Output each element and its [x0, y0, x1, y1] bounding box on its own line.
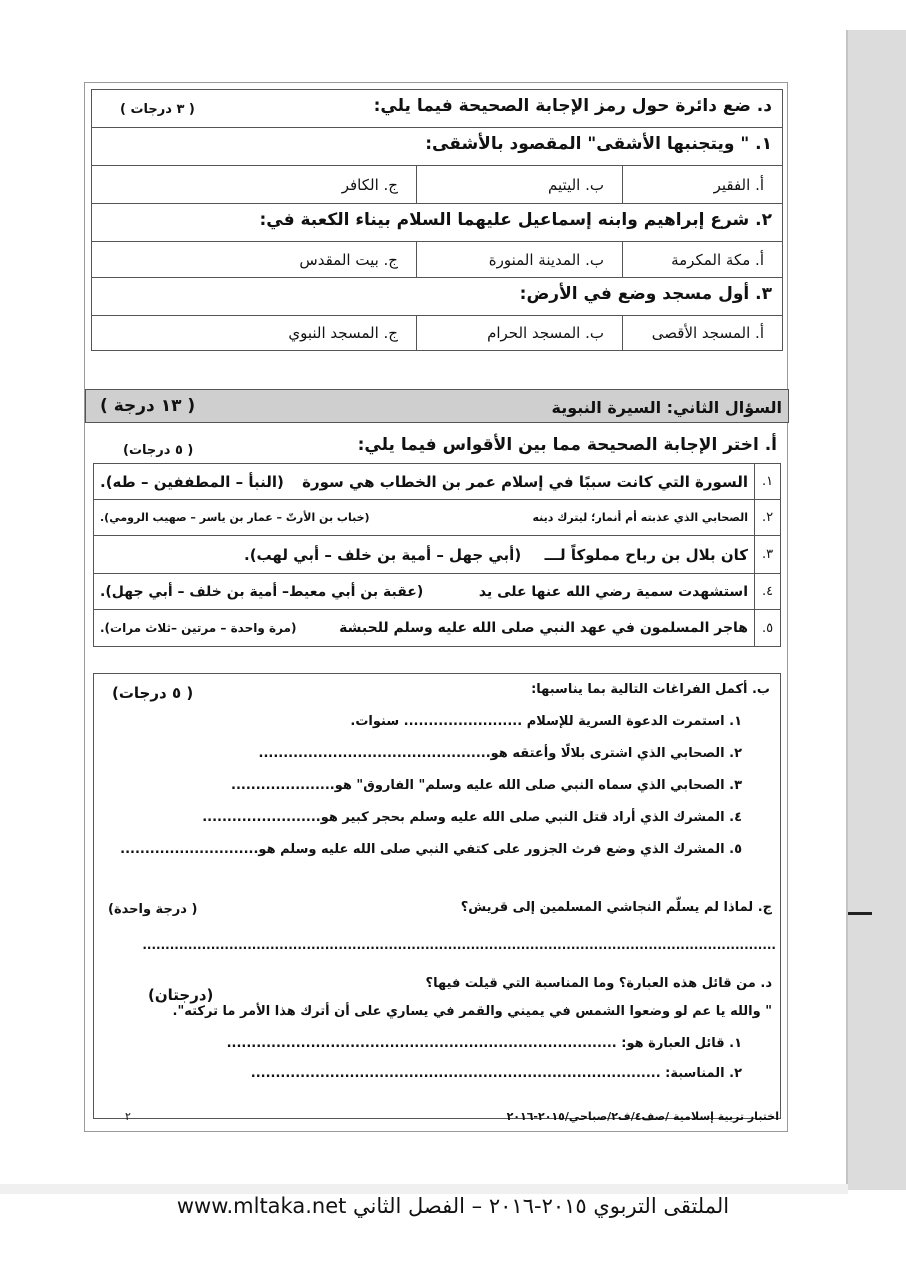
fill-blanks-box — [93, 673, 781, 1119]
site-banner: www.mltaka.net الملتقى التربوي ٢٠١٥-٢٠١٦ – الفصل الثاني — [176, 1194, 730, 1218]
mcq-option[interactable]: ج. المسجد النبوي — [288, 324, 398, 342]
row-question: كان بلال بن رباح مملوكاً لـــ — [544, 545, 748, 564]
mcq-circle-grade: ( ٣ درجات ) — [120, 102, 195, 117]
why-answer-line[interactable]: ........................................................................................................................................... — [142, 938, 776, 952]
scan-edge — [848, 30, 906, 1190]
mcq-option[interactable]: أ. المسجد الأقصى — [622, 316, 782, 350]
section-two-title: السؤال الثاني: السيرة النبوية — [551, 398, 782, 417]
fill-blank-item[interactable]: ١. استمرت الدعوة السرية للإسلام ........................ سنوات. — [350, 714, 742, 729]
mcq-item-1-question-row — [92, 128, 782, 166]
row-number: ٣. — [754, 536, 780, 573]
mcq-item-question: ١. " ويتجنبها الأشقى" المقصود بالأشقى: — [425, 134, 772, 154]
fill-blank-item[interactable]: ٢. الصحابي الذي اشترى بلالًا وأعتقه هو............................................... — [258, 746, 742, 761]
mcq-option[interactable]: ج. بيت المقدس — [299, 250, 398, 269]
exam-info: اختبار تربية إسلامية /صف٤/ف٢/صباحي/٢٠١٥-٢٠١٦ — [506, 1110, 779, 1123]
mcq-item-3-question-row — [92, 278, 782, 316]
choose-row-2[interactable] — [94, 500, 780, 536]
mcq-option[interactable]: أ. الفقير — [622, 166, 782, 203]
row-choices: (مرة واحدة – مرتين –ثلاث مرات). — [100, 621, 297, 635]
row-choices: (أبي جهل – أمية بن خلف – أبي لهب). — [244, 545, 522, 564]
quote-answer-item[interactable]: ١. قائل العبارة هو: ............................................................................... — [226, 1036, 742, 1051]
choose-answer-grade: ( ٥ درجات) — [123, 443, 194, 458]
choose-row-3[interactable] — [94, 536, 780, 574]
scan-mark — [848, 912, 872, 915]
mcq-item-question: ٣. أول مسجد وضع في الأرض: — [519, 284, 772, 304]
row-question: الصحابي الذي عذبته أم أنمار؛ ليترك دينه — [532, 511, 748, 524]
mcq-item-2-question-row — [92, 204, 782, 242]
mcq-item-1-options-row — [92, 166, 782, 204]
quote-question: د. من قائل هذه العبارة؟ وما المناسبة التي قيلت فيها؟ — [425, 976, 772, 991]
mcq-option[interactable]: أ. مكة المكرمة — [622, 242, 782, 277]
choose-answer-question: أ. اختر الإجابة الصحيحة مما بين الأقواس فيما يلي: — [357, 435, 777, 455]
section-two-header — [85, 389, 789, 423]
row-number: ٢. — [754, 500, 780, 535]
mcq-option[interactable]: ب. اليتيم — [416, 166, 622, 203]
mcq-circle-question: د. ضع دائرة حول رمز الإجابة الصحيحة فيما يلي: — [373, 96, 772, 116]
quote-answer-item[interactable]: ٢. المناسبة: ................................................................................... — [250, 1066, 742, 1081]
row-question: هاجر المسلمون في عهد النبي صلى الله عليه وسلم للحبشة — [339, 620, 748, 636]
fill-blank-item[interactable]: ٥. المشرك الذي وضع فرث الجزور على كتفي النبي صلى الله عليه وسلم هو............................ — [120, 842, 742, 857]
choose-answer-table — [93, 463, 781, 647]
row-question: استشهدت سمية رضي الله عنها على يد — [478, 583, 748, 600]
mcq-circle-header — [92, 90, 782, 128]
mcq-item-2-options-row — [92, 242, 782, 278]
row-question: السورة التي كانت سببًا في إسلام عمر بن الخطاب هي سورة — [302, 472, 748, 491]
row-number: ٥. — [754, 610, 780, 646]
row-number: ٤. — [754, 574, 780, 609]
fill-blank-item[interactable]: ٤. المشرك الذي أراد قتل النبي صلى الله عليه وسلم بحجر كبير هو........................ — [202, 810, 742, 825]
choose-row-4[interactable] — [94, 574, 780, 610]
mcq-option[interactable]: ج. الكافر — [341, 175, 398, 194]
mcq-option[interactable]: ب. المدينة المنورة — [416, 242, 622, 277]
mcq-option[interactable]: ب. المسجد الحرام — [416, 316, 622, 350]
row-choices: (خباب بن الأرتّ – عمار بن ياسر – صهيب الرومي). — [100, 511, 370, 524]
mcq-item-question: ٢. شرع إبراهيم وابنه إسماعيل عليهما السلام بيناء الكعبة في: — [259, 210, 772, 230]
choose-row-1[interactable] — [94, 464, 780, 500]
scan-edge-line — [846, 30, 848, 1190]
section-two-grade: ( ١٣ درجة ) — [100, 396, 196, 416]
why-question: ج. لماذا لم يسلّم النجاشي المسلمين إلى قريش؟ — [460, 900, 772, 915]
fill-blanks-question: ب. أكمل الفراغات التالية بما يناسبها: — [531, 682, 770, 697]
row-number: ١. — [754, 464, 780, 499]
row-choices: (النبأ – المطففين – طه). — [100, 472, 284, 491]
quote-grade: (درجتان) — [148, 986, 214, 1004]
quote-text: " والله يا عم لو وضعوا الشمس في يميني والقمر في يساري على أن أترك هذا الأمر ما تركته". — [172, 1004, 772, 1019]
mcq-circle-box — [91, 89, 783, 351]
fill-blanks-grade: ( ٥ درجات) — [112, 684, 194, 702]
mcq-item-3-options-row — [92, 316, 782, 350]
why-grade: ( درجة واحدة) — [108, 902, 198, 917]
row-choices: (عقبة بن أبي معيط– أمية بن خلف – أبي جهل). — [100, 583, 424, 600]
choose-row-5[interactable] — [94, 610, 780, 646]
page-number: ٢ — [125, 1110, 131, 1123]
scan-bottom-shade — [0, 1184, 848, 1194]
exam-page — [84, 82, 788, 1132]
fill-blank-item[interactable]: ٣. الصحابي الذي سماه النبي صلى الله عليه وسلم" الفاروق" هو..................... — [231, 778, 742, 793]
